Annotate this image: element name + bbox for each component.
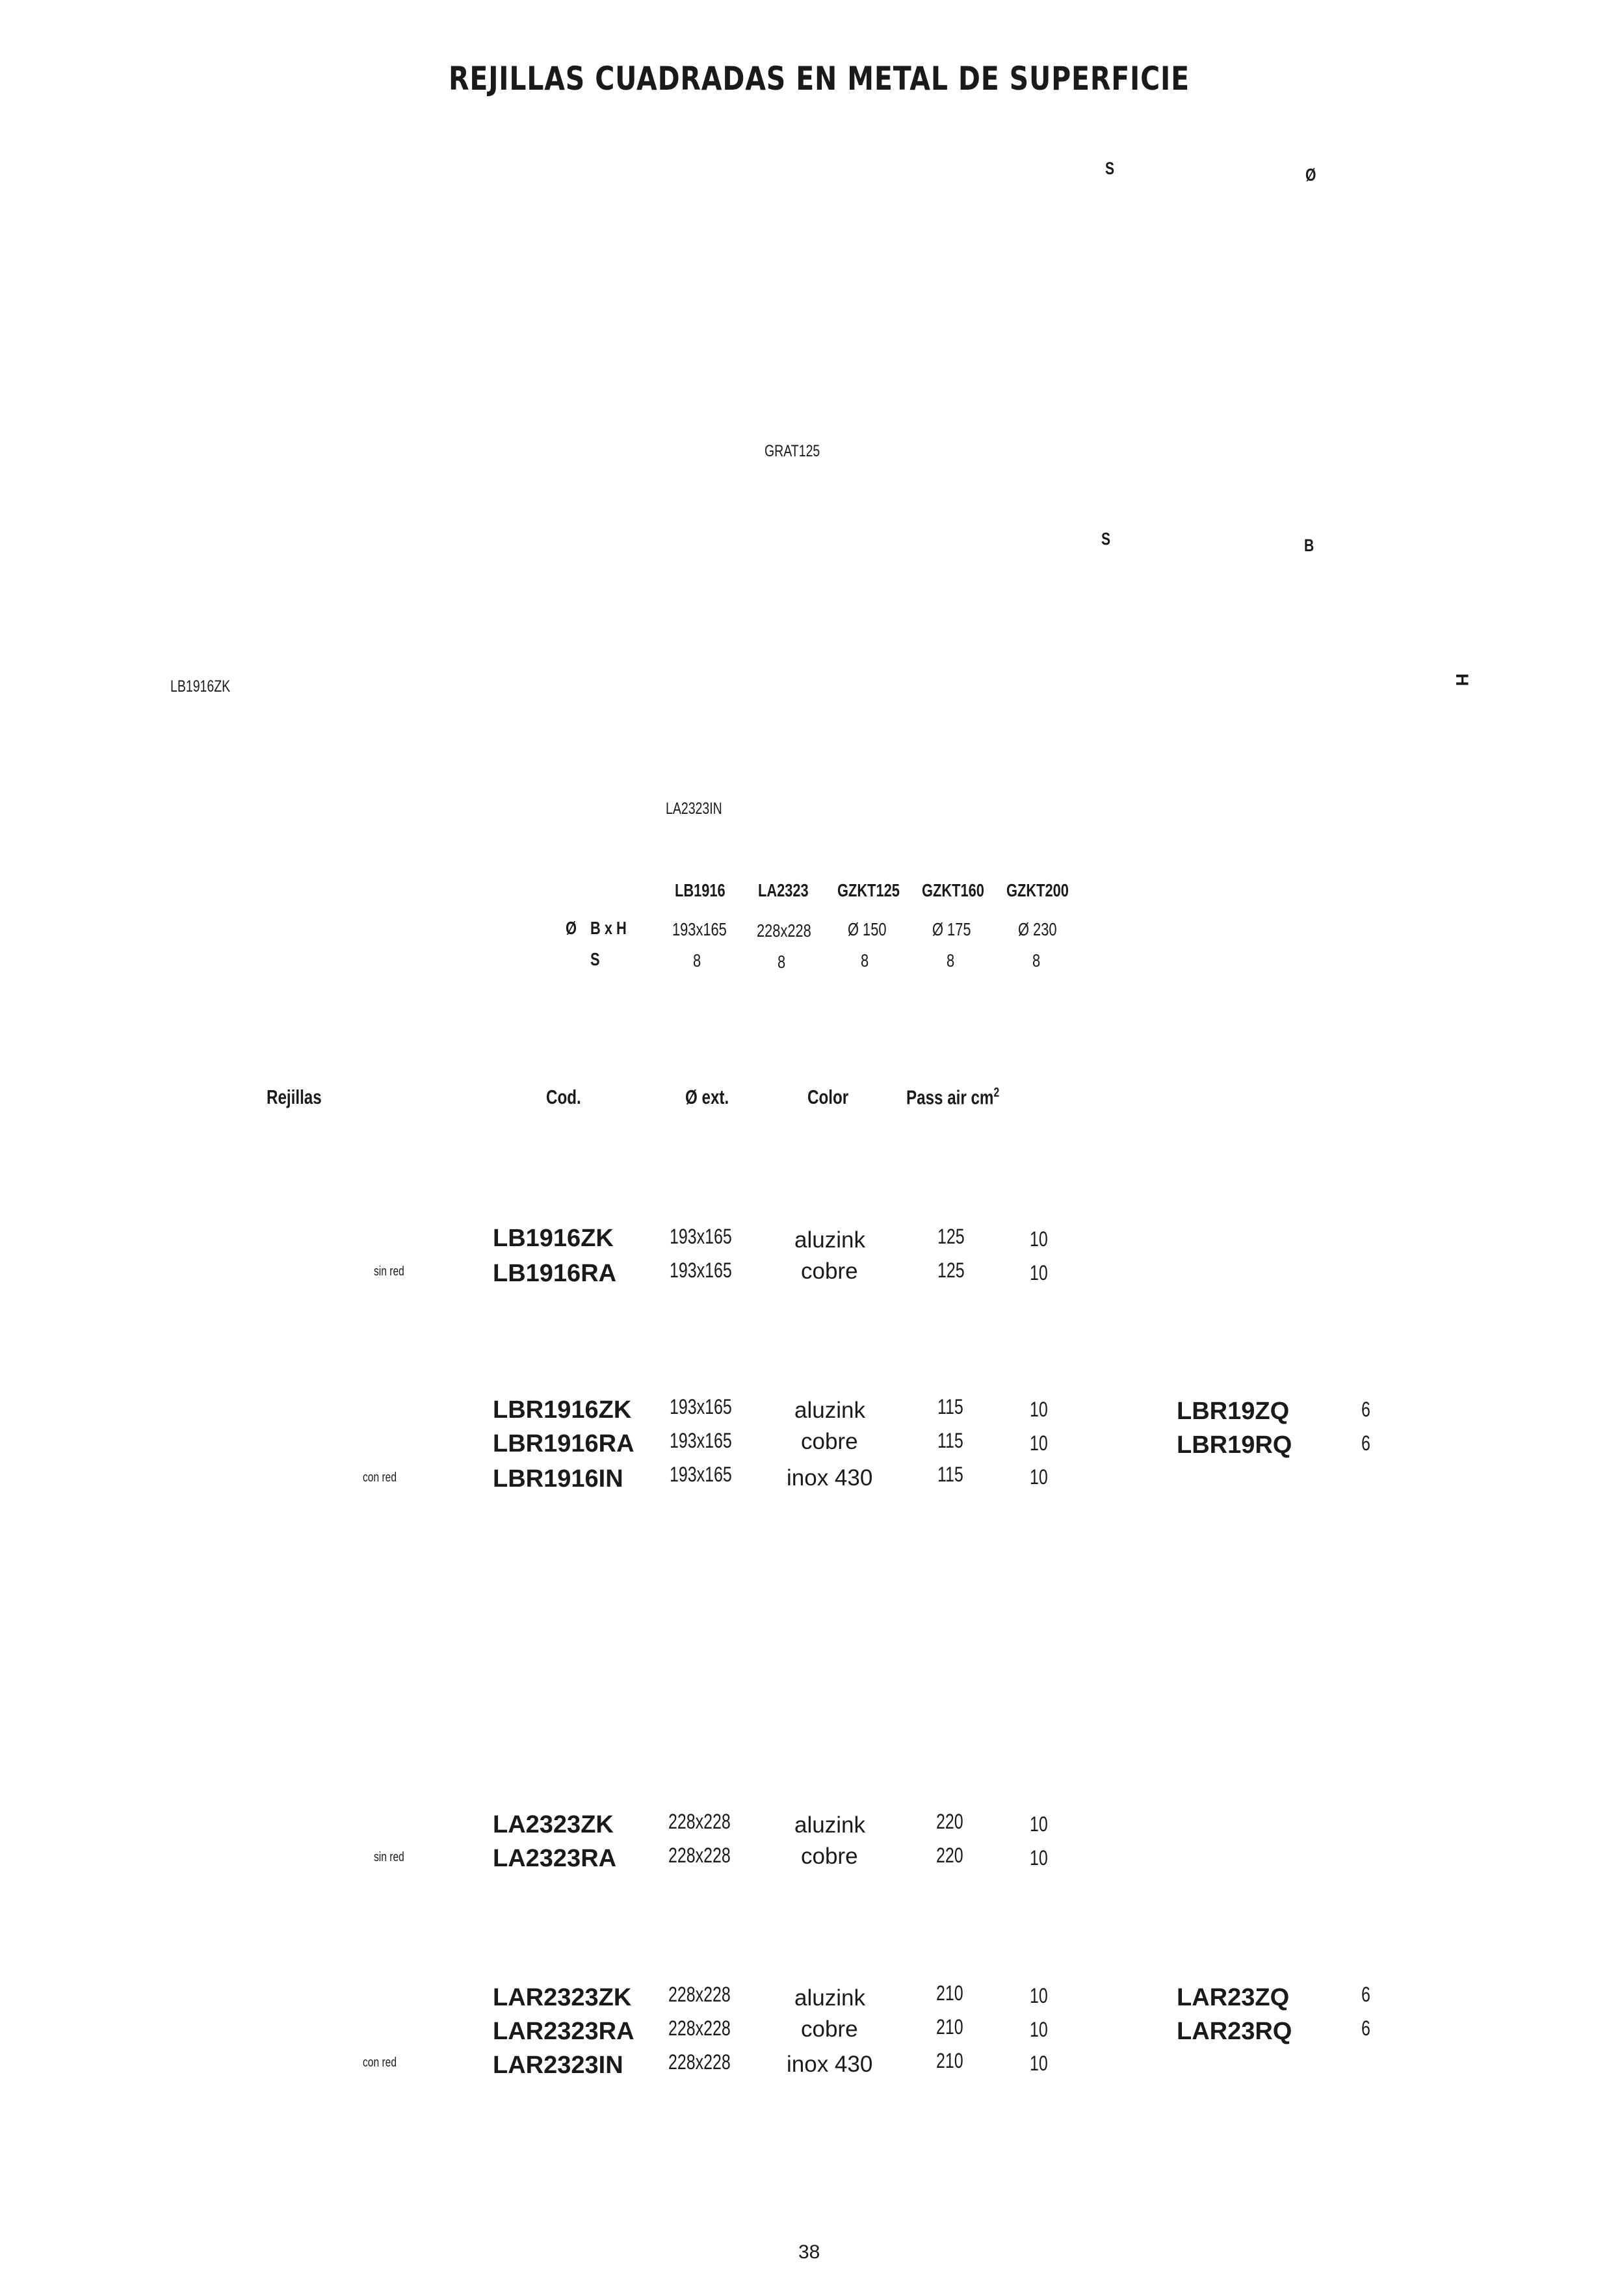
product-code: LAR2323IN [493,2052,623,2079]
header-pass-air: Pass air $cm^2$ [906,1086,1000,1109]
product-color: inox 430 [787,1465,873,1491]
product-size: 193x165 [670,1259,732,1282]
product-pass-air: 210 [936,1981,963,2005]
photo-label-la2323in: LA2323IN [666,800,722,818]
spec-col-gzkt160: GZKT160 [922,880,984,900]
product-size: 193x165 [670,1429,732,1452]
group-note: con red [363,1470,397,1485]
accessory-qty: 6 [1361,2016,1370,2040]
accessory-code: LAR23RQ [1177,2018,1292,2045]
product-size: 193x165 [670,1225,732,1248]
accessory-qty: 6 [1361,1398,1370,1421]
product-qty: 10 [1030,1846,1048,1870]
product-color: aluzink [794,1227,865,1253]
diagram-label-b: B [1304,536,1315,555]
product-code: LBR1916RA [493,1430,634,1457]
product-size: 228x228 [668,2050,731,2074]
product-size: 193x165 [670,1463,732,1486]
product-code: LB1916ZK [493,1225,614,1252]
spec-row2-lb1916: 8 [693,950,701,971]
product-pass-air: 125 [937,1225,965,1248]
product-qty: 10 [1030,2052,1048,2075]
product-color: aluzink [794,1985,865,2011]
spec-row1-gzkt200: Ø 230 [1018,919,1057,939]
spec-col-gzkt200: GZKT200 [1006,880,1069,900]
product-pass-air: 115 [937,1395,963,1418]
accessory-code: LAR23ZQ [1177,1984,1290,2011]
product-pass-air: 125 [937,1259,965,1282]
spec-row2-label: S [590,949,600,969]
header-color: Color [807,1086,849,1108]
diagram-label-grat: GRAT125 [765,442,820,460]
product-pass-air: 115 [937,1429,963,1452]
accessory-code: LBR19RQ [1177,1431,1292,1459]
product-size: 193x165 [670,1395,732,1418]
spec-row1-gzkt125: Ø 150 [848,919,887,939]
spec-row1-label-diameter: Ø [566,918,577,938]
product-code: LA2323RA [493,1845,617,1872]
product-code: LAR2323RA [493,2018,634,2045]
group-note: sin red [374,1850,404,1864]
product-color: cobre [801,1844,858,1869]
product-qty: 10 [1030,1261,1048,1285]
header-cod: Cod. [546,1086,581,1108]
product-size: 228x228 [668,1810,731,1833]
diagram-label-s-top: S [1105,159,1115,178]
product-pass-air: 210 [936,2049,963,2072]
spec-row2-gzkt200: 8 [1032,950,1041,971]
product-color: cobre [801,2016,858,2042]
product-code: LB1916RA [493,1260,617,1287]
page-title: REJILLAS CUADRADAS EN METAL DE SUPERFICIE [449,60,1190,98]
product-code: LA2323ZK [493,1811,614,1838]
product-pass-air: 210 [936,2015,963,2039]
spec-row1-lb1916: 193x165 [672,919,727,939]
product-size: 228x228 [668,1983,731,2006]
product-qty: 10 [1030,1812,1048,1836]
product-color: cobre [801,1259,858,1284]
spec-row2-gzkt125: 8 [861,950,869,971]
product-qty: 10 [1030,2018,1048,2041]
product-pass-air: 220 [936,1844,963,1867]
header-ext: Ø ext. [685,1086,729,1108]
spec-row1-label-bxh: B x H [590,918,627,938]
group-note: con red [363,2055,397,2070]
accessory-qty: 6 [1361,1983,1370,2006]
accessory-code: LBR19ZQ [1177,1398,1290,1425]
spec-col-gzkt125: GZKT125 [837,880,900,900]
photo-label-lb1916zk: LB1916ZK [170,677,231,696]
diagram-label-h: H [1452,673,1472,686]
product-qty: 10 [1030,1984,1048,2007]
spec-col-lb1916: LB1916 [675,880,726,900]
product-color: aluzink [794,1398,865,1423]
product-pass-air: 220 [936,1810,963,1833]
spec-row1-gzkt160: Ø 175 [932,919,971,939]
product-size: 228x228 [668,2016,731,2040]
product-qty: 10 [1030,1431,1048,1455]
diagram-label-s-mid: S [1101,529,1111,549]
product-code: LBR1916ZK [493,1396,632,1424]
product-code: LBR1916IN [493,1465,623,1493]
accessory-qty: 6 [1361,1431,1370,1455]
page-number: 38 [798,2241,820,2263]
product-qty: 10 [1030,1227,1048,1251]
product-qty: 10 [1030,1398,1048,1421]
product-color: cobre [801,1429,858,1454]
header-rejillas: Rejillas [267,1086,322,1108]
diagram-label-diameter: Ø [1305,165,1316,185]
product-color: inox 430 [787,2052,873,2077]
product-color: aluzink [794,1812,865,1838]
product-pass-air: 115 [937,1463,963,1486]
spec-row2-gzkt160: 8 [947,950,955,971]
product-size: 228x228 [668,1844,731,1867]
spec-col-la2323: LA2323 [758,880,809,900]
spec-row2-la2323: 8 [778,952,786,972]
spec-row1-la2323: 228x228 [757,920,811,941]
product-code: LAR2323ZK [493,1984,632,2011]
group-note: sin red [374,1264,404,1279]
product-qty: 10 [1030,1465,1048,1489]
